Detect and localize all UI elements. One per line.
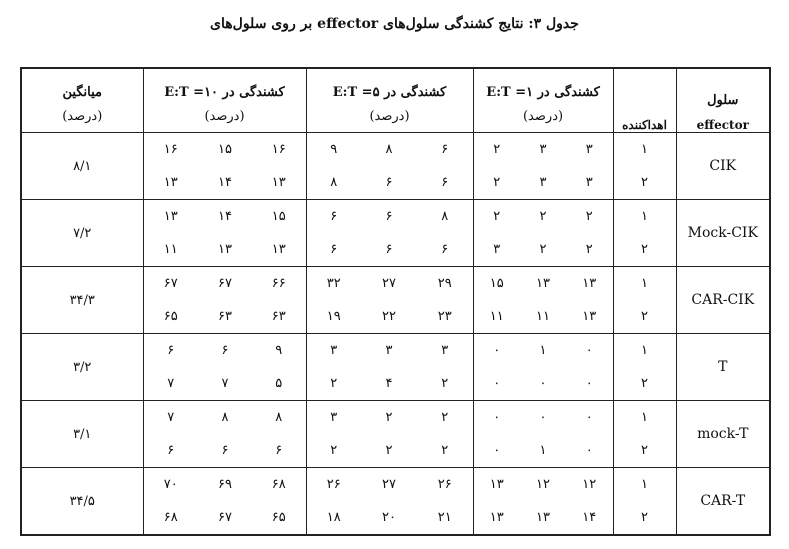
cell-line-header: [676, 68, 770, 133]
lysis-value: ۵: [252, 367, 306, 401]
lysis-value: ۶: [361, 200, 417, 234]
lysis-value: ۱۴: [198, 200, 252, 234]
lysis-value: ۶: [221, 443, 229, 458]
table-row: [21, 133, 770, 167]
lysis-value: ۱۴: [218, 175, 232, 190]
donor-number: ۲: [613, 434, 676, 468]
lysis-value: ۰: [539, 376, 547, 391]
lysis-value: ۰: [566, 334, 613, 368]
lysis-value: ۱۵: [473, 267, 520, 301]
lysis-value: ۱۶: [143, 133, 198, 167]
lysis-value: ۱۳: [473, 468, 520, 502]
lysis-value: ۲: [385, 443, 393, 458]
mean-value: ۳/۲: [21, 334, 143, 401]
mean-header: میانگین: [21, 68, 143, 100]
lysis-value: ۷: [143, 401, 198, 435]
lysis-value: ۳: [417, 334, 473, 368]
lysis-value: ۶۹: [198, 468, 252, 502]
lysis-value: ۳: [539, 175, 547, 190]
lysis-value: ۸: [198, 401, 252, 435]
lysis-value: ۲۲: [382, 309, 396, 324]
mean-value: ۳۴/۳: [21, 267, 143, 334]
lysis-value: ۲: [306, 367, 361, 401]
table-row: [21, 267, 770, 301]
donor-number: ۲: [613, 166, 676, 200]
lysis-value: ۲۳: [417, 300, 473, 334]
mean-value: ۸/۱: [21, 133, 143, 200]
lysis-value: ۶۸: [252, 468, 306, 502]
lysis-value: ۳: [520, 133, 566, 167]
lysis-value: ۲۷: [361, 468, 417, 502]
donor-number: ۲: [613, 233, 676, 267]
lysis-value: ۶: [417, 166, 473, 200]
lysis-value: ۱۴: [566, 501, 613, 535]
donor-header: اهداکننده: [613, 68, 676, 133]
cell-line-name: mock-T: [676, 401, 770, 468]
lysis-value: ۲۶: [306, 468, 361, 502]
mean-value: ۳/۱: [21, 401, 143, 468]
lysis-value: ۰: [473, 401, 520, 435]
lysis-value: ۲: [520, 200, 566, 234]
donor-number: ۱: [613, 401, 676, 435]
lysis-value: ۱۳: [143, 200, 198, 234]
lysis-value: ۱۲: [566, 468, 613, 502]
lysis-value: ۴: [385, 376, 393, 391]
et1-unit: (درصد): [473, 100, 613, 133]
lysis-value: ۱۵: [198, 133, 252, 167]
lysis-value: ۶: [306, 233, 361, 267]
lysis-value: ۱۶: [252, 133, 306, 167]
lysis-value: ۲: [417, 401, 473, 435]
lysis-value: ۶: [417, 133, 473, 167]
lysis-value: ۱۳: [520, 267, 566, 301]
et5-unit: (درصد): [306, 100, 473, 133]
lysis-value: ۲: [473, 166, 520, 200]
lysis-value: ۹: [252, 334, 306, 368]
lysis-value: ۲: [473, 133, 520, 167]
et1-header: کشندگی در E:T =۱: [473, 68, 613, 100]
mean-value: ۳۴/۵: [21, 468, 143, 536]
donor-number: ۱: [613, 468, 676, 502]
lysis-value: ۳: [306, 401, 361, 435]
lysis-value: ۱۱: [143, 233, 198, 267]
lysis-value: ۱۳: [218, 242, 232, 257]
lysis-value: ۱۳: [143, 166, 198, 200]
lysis-value: ۶: [143, 334, 198, 368]
cell-line-name: CIK: [676, 133, 770, 200]
lysis-value: ۱: [520, 334, 566, 368]
lysis-value: ۷۰: [143, 468, 198, 502]
lysis-value: ۱۳: [566, 300, 613, 334]
lysis-value: ۳۲: [306, 267, 361, 301]
donor-number: ۱: [613, 267, 676, 301]
lysis-value: ۸: [361, 133, 417, 167]
lysis-value: ۲: [417, 367, 473, 401]
lysis-value: ۶۸: [143, 501, 198, 535]
table-row: [21, 200, 770, 234]
lysis-value: ۲۷: [361, 267, 417, 301]
lysis-value: ۳: [306, 334, 361, 368]
lysis-value: ۱۱: [473, 300, 520, 334]
donor-number: ۲: [613, 367, 676, 401]
table-row: [21, 401, 770, 435]
lysis-value: ۹: [306, 133, 361, 167]
table-caption: جدول ۳: نتایج کشندگی سلول‌های effector بر روی سلول‌های: [210, 16, 579, 32]
mean-unit: (درصد): [21, 100, 143, 133]
donor-number: ۱: [613, 200, 676, 234]
cell-line-name: CAR-T: [676, 468, 770, 536]
lysis-value: ۰: [566, 401, 613, 435]
lysis-value: ۶۶: [252, 267, 306, 301]
lysis-value: ۷: [221, 376, 229, 391]
lysis-value: ۱۳: [252, 166, 306, 200]
lysis-value: ۶۷: [198, 267, 252, 301]
lysis-value: ۲۱: [417, 501, 473, 535]
cell-line-label: سلول: [707, 93, 739, 108]
donor-number: ۲: [613, 501, 676, 535]
lysis-value: ۶۳: [252, 300, 306, 334]
effector-label: effector: [696, 118, 749, 132]
lysis-value: ۶۳: [218, 309, 232, 324]
lysis-value: ۶۵: [252, 501, 306, 535]
lysis-value: ۶: [385, 242, 393, 257]
lysis-value: ۸: [306, 166, 361, 200]
mean-value: ۷/۲: [21, 200, 143, 267]
lysis-value: ۶۵: [143, 300, 198, 334]
table-row: [21, 334, 770, 368]
lysis-value: ۷: [143, 367, 198, 401]
et10-unit: (درصد): [143, 100, 306, 133]
lysis-value: ۶: [385, 175, 393, 190]
lysis-value: ۲۰: [361, 501, 417, 535]
lysis-value: ۲۹: [417, 267, 473, 301]
lysis-value: ۲: [361, 401, 417, 435]
lysis-value: ۰: [566, 434, 613, 468]
donor-number: ۱: [613, 133, 676, 167]
lysis-value: ۱۵: [252, 200, 306, 234]
lysis-value: ۱۱: [536, 309, 551, 324]
et10-header: کشندگی در E:T =۱۰: [143, 68, 306, 100]
lysis-value: ۱۹: [306, 300, 361, 334]
lysis-value: ۱۳: [566, 267, 613, 301]
lysis-value: ۳: [566, 133, 613, 167]
lysis-value: ۶: [417, 233, 473, 267]
lysis-value: ۸: [417, 200, 473, 234]
cell-line-name: Mock-CIK: [676, 200, 770, 267]
lysis-value: ۳: [361, 334, 417, 368]
lysis-value: ۲: [473, 200, 520, 234]
lysis-value: ۶۷: [198, 501, 252, 535]
results-table: [20, 67, 771, 536]
lysis-value: ۰: [566, 367, 613, 401]
lysis-value: ۶۷: [143, 267, 198, 301]
et5-header: کشندگی در E:T =۵: [306, 68, 473, 100]
lysis-value: ۲: [566, 200, 613, 234]
donor-number: ۱: [613, 334, 676, 368]
cell-line-name: CAR-CIK: [676, 267, 770, 334]
lysis-value: ۳: [473, 233, 520, 267]
cell-line-name: T: [676, 334, 770, 401]
donor-number: ۲: [613, 300, 676, 334]
lysis-value: ۸: [252, 401, 306, 435]
lysis-value: ۲: [566, 233, 613, 267]
lysis-value: ۲۶: [417, 468, 473, 502]
lysis-value: ۶: [143, 434, 198, 468]
lysis-value: ۶: [198, 334, 252, 368]
lysis-value: ۲: [539, 242, 547, 257]
lysis-value: ۰: [473, 434, 520, 468]
lysis-value: ۰: [473, 367, 520, 401]
lysis-value: ۱۸: [306, 501, 361, 535]
lysis-value: ۲: [417, 434, 473, 468]
lysis-value: ۶: [306, 200, 361, 234]
lysis-value: ۰: [473, 334, 520, 368]
lysis-value: ۳: [566, 166, 613, 200]
lysis-value: ۱: [539, 443, 547, 458]
lysis-value: ۱۳: [252, 233, 306, 267]
lysis-value: ۰: [520, 401, 566, 435]
table-row: [21, 468, 770, 502]
lysis-value: ۶: [252, 434, 306, 468]
lysis-value: ۱۲: [520, 468, 566, 502]
lysis-value: ۱۳: [520, 501, 566, 535]
lysis-value: ۱۳: [473, 501, 520, 535]
lysis-value: ۲: [306, 434, 361, 468]
